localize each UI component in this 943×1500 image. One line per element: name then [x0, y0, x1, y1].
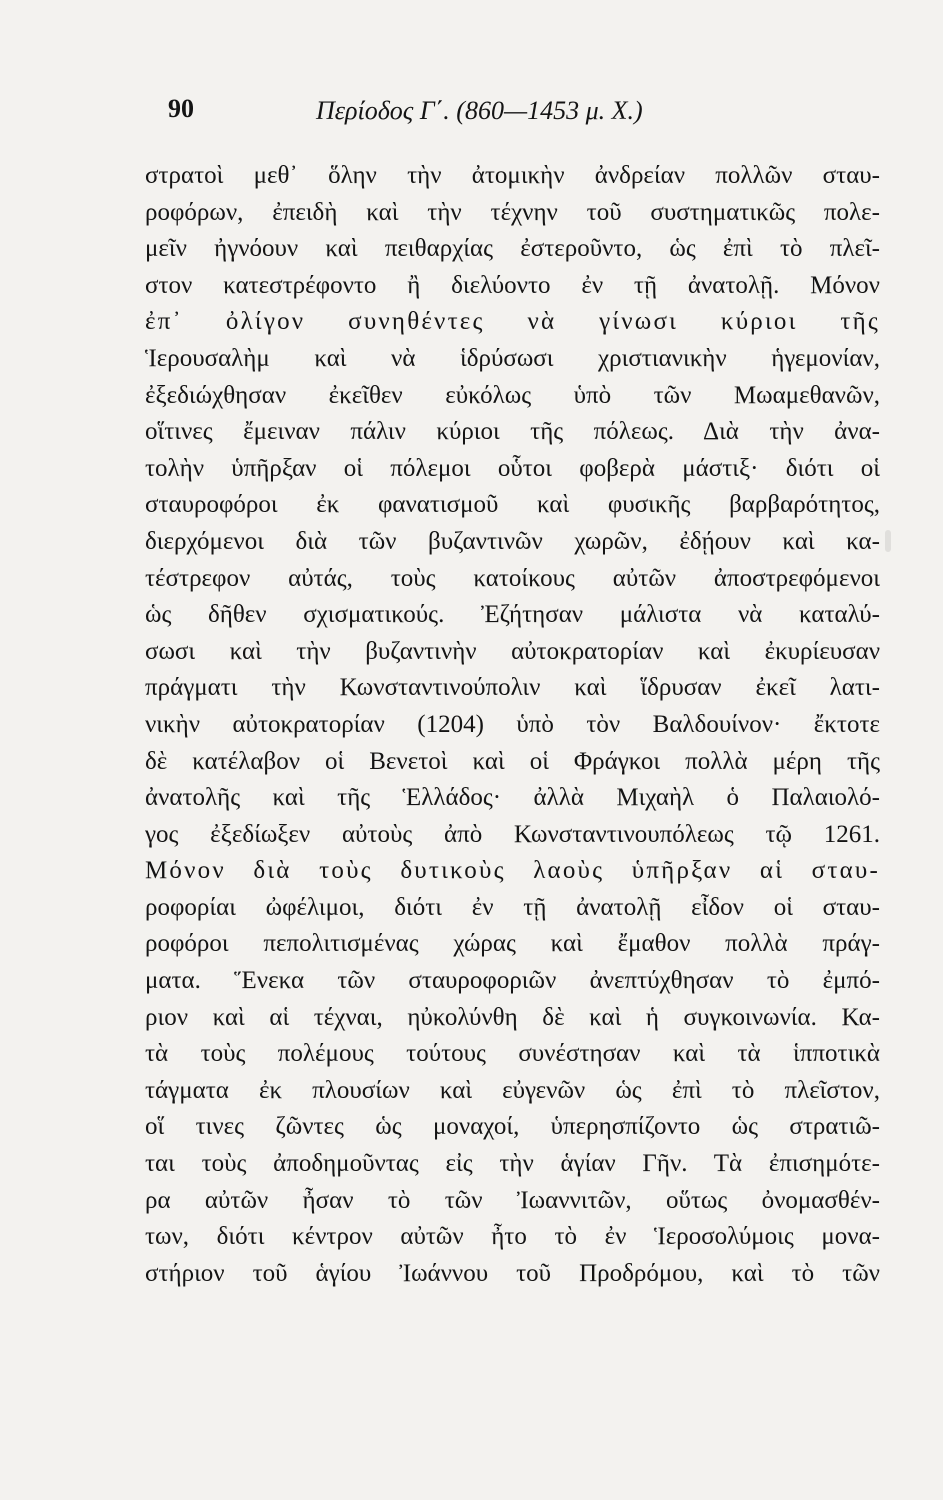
text-line: ται τοὺς ἀποδημοῦντας εἰς τὴν ἁγίαν Γῆν. Τὰ ἐπισημότε-	[145, 1150, 880, 1178]
text-line: πράγματι τὴν Κωνσταντινούπολιν καὶ ἵδρυσαν ἐκεῖ λατι-	[145, 674, 880, 702]
text-line: στρατοὶ μεθ᾽ ὅλην τὴν ἀτομικὴν ἀνδρείαν πολλῶν σταυ-	[145, 162, 880, 189]
page-number: 90	[168, 94, 194, 123]
paper-blemish	[885, 530, 891, 552]
text-line: μεῖν ἠγνόουν καὶ πειθαρχίας ἐστεροῦντο, ὡς ἐπὶ τὸ πλεῖ-	[145, 235, 880, 263]
running-head	[0, 94, 943, 134]
chapter-heading: Περίοδος Γ΄. (860—1453 μ. Χ.)	[316, 96, 643, 125]
text-line: στήριον τοῦ ἁγίου Ἰωάννου τοῦ Προδρόμου, καὶ τὸ τῶν	[145, 1259, 880, 1287]
text-line: οἵ τινες ζῶντες ὡς μοναχοί, ὑπερησπίζοντο ὡς στρατιῶ-	[145, 1113, 880, 1141]
text-line: τέστρεφον αὐτάς, τοὺς κατοίκους αὐτῶν ἀποστρεφόμενοι	[145, 564, 880, 592]
text-line: ματα. Ἕνεκα τῶν σταυροφοριῶν ἀνεπτύχθησαν τὸ ἐμπό-	[145, 967, 880, 995]
text-line: ρα αὐτῶν ἦσαν τὸ τῶν Ἰωαννιτῶν, οὕτως ὀνομασθέν-	[145, 1186, 880, 1214]
text-line: ριον καὶ αἱ τέχναι, ηὐκολύνθη δὲ καὶ ἡ συγκοινωνία. Κα-	[145, 1003, 880, 1031]
body-text	[145, 158, 880, 1292]
text-line: ὡς δῆθεν σχισματικούς. Ἐζήτησαν μάλιστα νὰ καταλύ-	[145, 601, 880, 629]
text-line: ἀνατολῆς καὶ τῆς Ἑλλάδος· ἀλλὰ Μιχαὴλ ὁ Παλαιολό-	[145, 784, 880, 812]
text-line: τολὴν ὑπῆρξαν οἱ πόλεμοι οὗτοι φοβερὰ μάστιξ· διότι οἱ	[145, 454, 880, 482]
text-line: ροφόρων, ἐπειδὴ καὶ τὴν τέχνην τοῦ συστηματικῶς πολε-	[145, 198, 880, 226]
text-line: σταυροφόροι ἐκ φανατισμοῦ καὶ φυσικῆς βαρβαρότητος,	[145, 491, 880, 519]
text-line: στον κατεστρέφοντο ἢ διελύοντο ἐν τῇ ἀνατολῇ. Μόνον	[145, 271, 880, 299]
text-line: οἵτινες ἔμειναν πάλιν κύριοι τῆς πόλεως. Διὰ τὴν ἀνα-	[145, 418, 880, 446]
text-line: νικὴν αὐτοκρατορίαν (1204) ὑπὸ τὸν Βαλδουίνον· ἔκτοτε	[145, 710, 880, 738]
text-line: Ἱερουσαλὴμ καὶ νὰ ἱδρύσωσι χριστιανικὴν ἡγεμονίαν,	[145, 344, 880, 372]
text-line: δὲ κατέλαβον οἱ Βενετοὶ καὶ οἱ Φράγκοι πολλὰ μέρη τῆς	[145, 747, 880, 775]
text-line: ροφορίαι ὠφέλιμοι, διότι ἐν τῇ ἀνατολῇ εἶδον οἱ σταυ-	[145, 893, 880, 921]
text-line: Μόνον διὰ τοὺς δυτικοὺς λαοὺς ὑπῆρξαν αἱ σταυ-	[145, 857, 880, 885]
text-line: ἐξεδιώχθησαν ἐκεῖθεν εὐκόλως ὑπὸ τῶν Μωαμεθανῶν,	[145, 381, 880, 409]
text-line: τὰ τοὺς πολέμους τούτους συνέστησαν καὶ τὰ ἱπποτικὰ	[145, 1040, 880, 1068]
text-line: γος ἐξεδίωξεν αὐτοὺς ἀπὸ Κωνσταντινουπόλεως τῷ 1261.	[145, 820, 880, 848]
text-line: τάγματα ἐκ πλουσίων καὶ εὐγενῶν ὡς ἐπὶ τὸ πλεῖστον,	[145, 1076, 880, 1104]
text-line: διερχόμενοι διὰ τῶν βυζαντινῶν χωρῶν, ἐδῄουν καὶ κα-	[145, 527, 880, 555]
text-line: των, διότι κέντρον αὐτῶν ἦτο τὸ ἐν Ἱεροσολύμοις μονα-	[145, 1223, 880, 1251]
text-line: ροφόροι πεπολιτισμένας χώρας καὶ ἔμαθον πολλὰ πράγ-	[145, 930, 880, 958]
text-line: σωσι καὶ τὴν βυζαντινὴν αὐτοκρατορίαν καὶ ἐκυρίευσαν	[145, 637, 880, 665]
text-line: ἐπ᾽ ὀλίγον συνηθέντες νὰ γίνωσι κύριοι τῆς	[145, 308, 880, 336]
